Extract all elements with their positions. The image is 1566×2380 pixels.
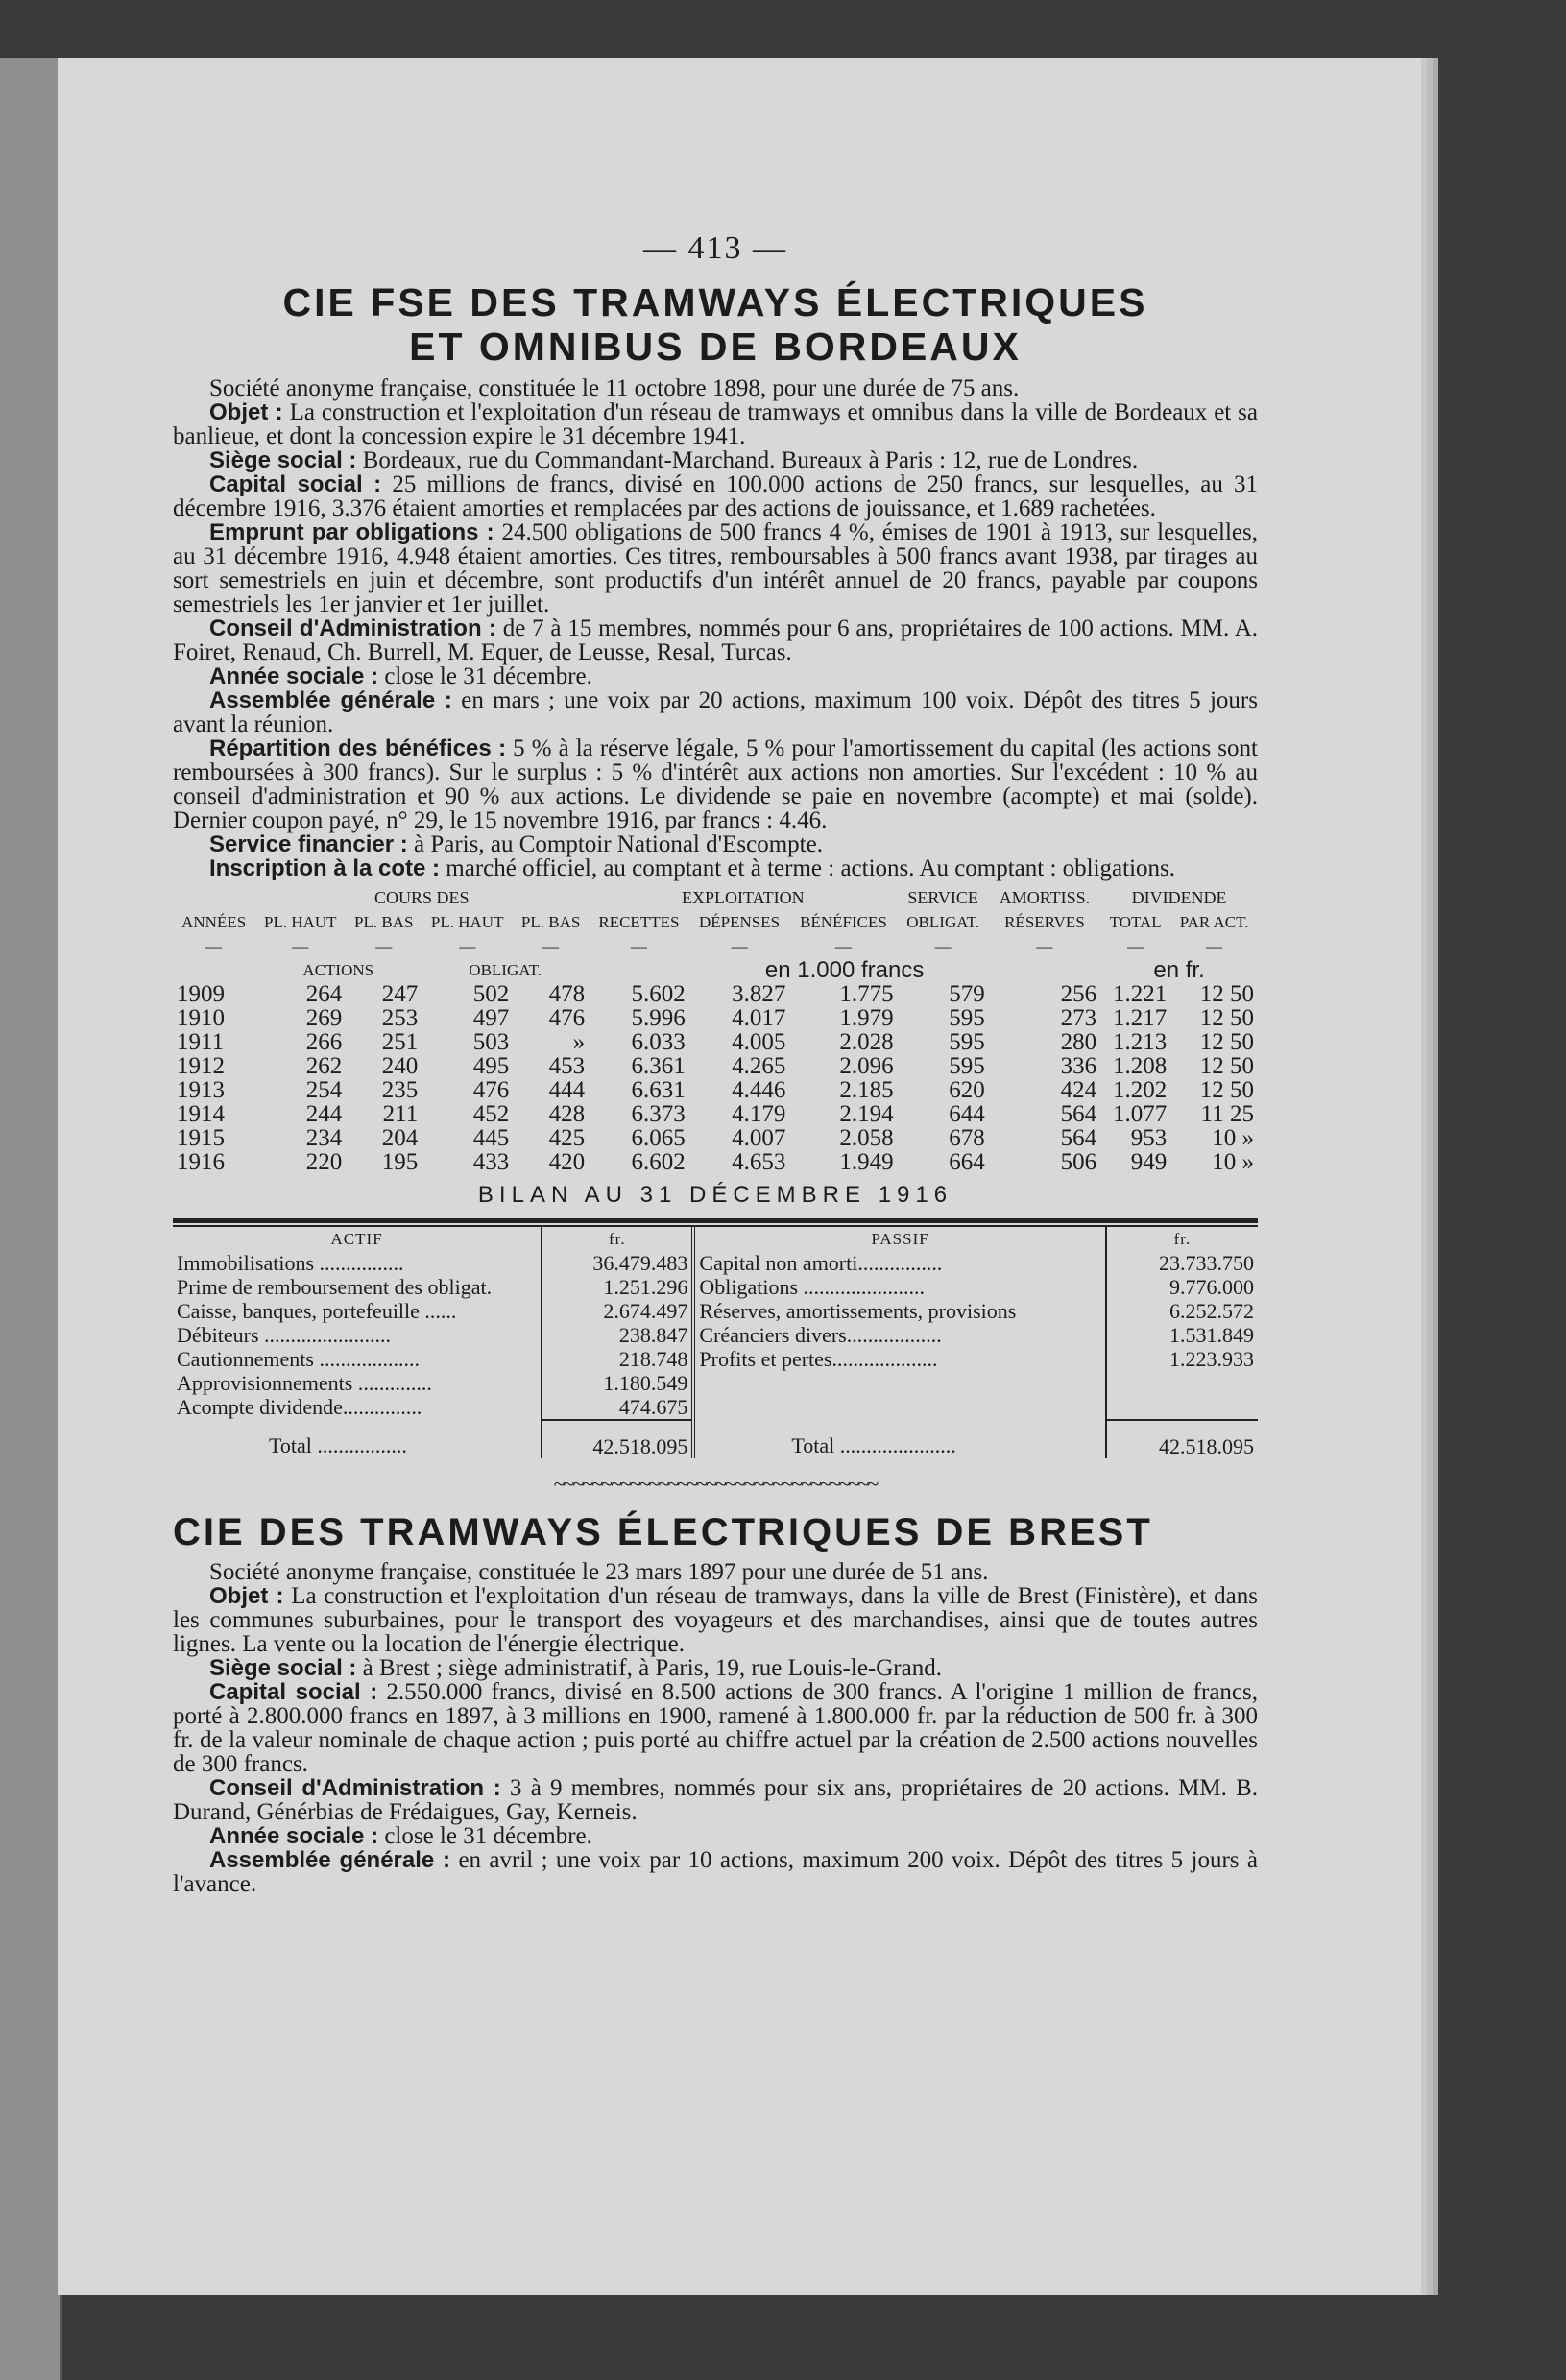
table-cell: 5.996 (631, 1005, 686, 1031)
actif-fr-header: fr. (542, 1227, 693, 1251)
operating-table-body (173, 982, 1258, 1174)
table-cell: 6.602 (631, 1149, 686, 1175)
table-cell: 1.077 (1112, 1101, 1168, 1127)
table-cell: 262 (305, 1053, 343, 1079)
capital-label: Capital social : (209, 471, 382, 497)
col-header: PL. HAUT (264, 913, 337, 931)
unit-fr: en fr. (1153, 957, 1205, 983)
table-cell: 251 (381, 1029, 419, 1055)
table-cell: 2.194 (839, 1101, 894, 1127)
table-cell: 235 (381, 1077, 419, 1103)
passif-item-amount: 1.531.849 (1106, 1323, 1258, 1347)
table-row (173, 1126, 1258, 1150)
annee-label: Année sociale : (209, 663, 379, 689)
company1-annee (173, 664, 1258, 688)
repartition-text: 5 % à la réserve légale, 5 % pour l'amortissement du capital (les actions sont remboursées à 300 francs). Sur le surplus : 5 % d'intérêt aux actions non amorties. Sur l'excédent : 10 % au conseil d'administration et 90 % aux actions. Le dividende se paie en novembre (acompte) et mai (solde). Dernier coupon payé, n° 29, le 15 novembre 1916, par francs : 4.46. (173, 735, 1258, 833)
table-cell: 269 (305, 1005, 343, 1031)
group-service: SERVICE (907, 888, 978, 907)
table-cell: 12 50 (1199, 1077, 1254, 1103)
company1-emprunt (173, 520, 1258, 616)
company1-conseil (173, 616, 1258, 664)
table-row (173, 982, 1258, 1006)
table-cell: 240 (381, 1053, 419, 1079)
company2-annee (173, 1824, 1258, 1848)
objet-label: Objet : (209, 399, 283, 425)
actif-item-amount: 238.847 (542, 1323, 693, 1347)
table-cell: 428 (548, 1101, 586, 1127)
passif-item-amount (1106, 1371, 1258, 1395)
company2-capital (173, 1680, 1258, 1776)
passif-item-amount (1106, 1395, 1258, 1420)
col-header: RÉSERVES (1004, 913, 1085, 931)
table-cell: 444 (548, 1077, 586, 1103)
section-divider: ~~~~~~~~~~~~~~~~~~~~~~~~~~~~~~~~~~ (553, 1472, 878, 1496)
company2-conseil (173, 1776, 1258, 1824)
bilan-header-row (173, 1227, 1258, 1251)
col-header: PL. BAS (520, 913, 581, 931)
table-cell: 10 » (1212, 1125, 1254, 1151)
table-cell: 266 (305, 1029, 343, 1055)
table-cell: 1.202 (1112, 1077, 1168, 1103)
actif-item-label: Immobilisations ................ (177, 1251, 404, 1275)
table-row (173, 1030, 1258, 1054)
group-dividende: DIVIDENDE (1131, 888, 1227, 907)
table-cell: 4.017 (732, 1005, 786, 1031)
table-cell: 6.373 (631, 1101, 686, 1127)
table-cell: 620 (949, 1077, 985, 1103)
table-cell: 502 (472, 981, 510, 1007)
passif-total-label: Total ...................... (693, 1420, 1105, 1458)
table-cell: 425 (548, 1125, 586, 1151)
table-cell: 420 (548, 1149, 586, 1175)
table-cell: 445 (472, 1125, 510, 1151)
table-cell: 1.775 (839, 981, 894, 1007)
group-exploitation: EXPLOITATION (682, 888, 805, 907)
col-header: PL. BAS (354, 913, 414, 931)
col-header: RECETTES (598, 913, 680, 931)
sub-actions: ACTIONS (302, 961, 374, 979)
capital-text: 25 millions de francs, divisé en 100.000 actions de 250 francs, sur lesquelles, au 31 décembre 1916, 3.376 étaient amorties et remplacées par des actions de jouissance, et 1.689 rachetées. (173, 471, 1259, 521)
adjacent-page-edge (0, 58, 62, 2380)
table-cell: 1.221 (1112, 981, 1168, 1007)
table-cell: 12 50 (1199, 1029, 1254, 1055)
table-row (173, 1006, 1258, 1030)
table-cell: 204 (381, 1125, 419, 1151)
actif-item-amount: 1.180.549 (542, 1371, 693, 1395)
bilan-total-row (173, 1420, 1258, 1458)
table-cell: 1909 (177, 981, 225, 1007)
actif-item-amount: 474.675 (542, 1395, 693, 1420)
company1-intro: Société anonyme française, constituée le 11 octobre 1898, pour une durée de 75 ans. (209, 375, 1020, 401)
company2-assemblee (173, 1848, 1258, 1896)
annee-text: close le 31 décembre. (384, 1823, 592, 1849)
table-cell: 1913 (177, 1077, 225, 1103)
table-cell: 595 (949, 1029, 985, 1055)
conseil-text: de 7 à 15 membres, nommés pour 6 ans, propriétaires de 100 actions. MM. A. Foiret, Renaud, Ch. Burrell, M. Equer, de Leusse, Resal, Turcas. (173, 615, 1258, 665)
operating-table (173, 886, 1258, 1174)
table-row (173, 1102, 1258, 1126)
table-cell: 10 » (1212, 1149, 1254, 1175)
table-cell: 211 (382, 1101, 419, 1127)
table-cell: 220 (305, 1149, 343, 1175)
siege-label: Siège social : (209, 1655, 357, 1681)
table-cell: 424 (1060, 1077, 1097, 1103)
group-cours: COURS DES (373, 888, 470, 907)
emprunt-label: Emprunt par obligations : (209, 519, 494, 545)
passif-item-amount: 6.252.572 (1106, 1299, 1258, 1323)
passif-item-label (693, 1371, 1105, 1395)
unit-row (173, 958, 1258, 982)
table-cell: 1910 (177, 1005, 225, 1031)
table-cell: 2.058 (839, 1125, 894, 1151)
actif-header: ACTIF (330, 1230, 383, 1248)
bilan-row (173, 1347, 1258, 1371)
table-cell: 2.028 (839, 1029, 894, 1055)
table-cell: 6.631 (631, 1077, 686, 1103)
table-cell: 1.208 (1112, 1053, 1168, 1079)
table-cell: 12 50 (1199, 981, 1254, 1007)
table-cell: 5.602 (631, 981, 686, 1007)
group-amortiss: AMORTISS. (999, 888, 1091, 907)
company1-siege (173, 448, 1258, 472)
table-cell: 953 (1130, 1125, 1168, 1151)
table-cell: 4.446 (732, 1077, 786, 1103)
passif-total: 42.518.095 (1106, 1420, 1258, 1458)
service-label: Service financier : (209, 831, 408, 857)
table-cell: 6.033 (631, 1029, 686, 1055)
repartition-label: Répartition des bénéfices : (209, 735, 507, 761)
col-header: BÉNÉFICES (800, 913, 887, 931)
siege-text: Bordeaux, rue du Commandant-Marchand. Bureaux à Paris : 12, rue de Londres. (362, 447, 1139, 473)
table-cell: 476 (548, 1005, 586, 1031)
passif-item-label: Obligations ....................... (693, 1275, 1105, 1299)
passif-item-label: Profits et pertes.................... (693, 1347, 1105, 1371)
col-header: ANNÉES (181, 913, 247, 931)
table-row (173, 1054, 1258, 1078)
col-header: OBLIGAT. (906, 913, 979, 931)
table-cell: 12 50 (1199, 1053, 1254, 1079)
objet-text: La construction et l'exploitation d'un réseau de tramways et omnibus dans la ville de Bordeaux et sa banlieue, et dont la concession expire le 31 décembre 1941. (173, 399, 1259, 449)
conseil-label: Conseil d'Administration : (209, 1775, 501, 1801)
assemblee-label: Assemblée générale : (209, 1847, 451, 1873)
bilan-title: BILAN AU 31 DÉCEMBRE 1916 (477, 1182, 953, 1208)
actif-item-label: Acompte dividende............... (177, 1395, 422, 1419)
col-header: TOTAL (1109, 913, 1162, 931)
table-cell: 2.096 (839, 1053, 894, 1079)
actif-item-amount: 218.748 (542, 1347, 693, 1371)
table-cell: 478 (548, 981, 586, 1007)
col-header: DÉPENSES (699, 913, 781, 931)
bilan-row (173, 1371, 1258, 1395)
table-cell: 497 (472, 1005, 510, 1031)
table-cell: 564 (1060, 1101, 1097, 1127)
table-cell: 1.217 (1112, 1005, 1168, 1031)
column-header-row (173, 910, 1258, 934)
table-cell: 949 (1130, 1149, 1168, 1175)
annee-label: Année sociale : (209, 1823, 379, 1849)
bilan-table (173, 1227, 1258, 1458)
company1-service (173, 832, 1258, 856)
service-text: à Paris, au Comptoir National d'Escompte. (414, 831, 823, 857)
table-cell: 1.949 (839, 1149, 894, 1175)
table-cell: 495 (472, 1053, 510, 1079)
col-header: PL. HAUT (430, 913, 504, 931)
passif-item-amount: 23.733.750 (1106, 1251, 1258, 1275)
table-cell: 6.065 (631, 1125, 686, 1151)
capital-label: Capital social : (209, 1679, 378, 1705)
table-cell: 476 (472, 1077, 510, 1103)
table-cell: 336 (1060, 1053, 1097, 1079)
table-cell: 4.653 (732, 1149, 786, 1175)
company1-title-line1: CIE FSE DES TRAMWAYS ÉLECTRIQUES (282, 280, 1148, 325)
table-cell: 4.007 (732, 1125, 786, 1151)
conseil-label: Conseil d'Administration : (209, 615, 496, 641)
company2-intro: Société anonyme française, constituée le 23 mars 1897 pour une durée de 51 ans. (209, 1559, 989, 1585)
table-cell: 234 (305, 1125, 343, 1151)
table-cell: 595 (949, 1005, 985, 1031)
bilan-row (173, 1395, 1258, 1420)
table-cell: 1914 (177, 1101, 225, 1127)
table-cell: 1911 (177, 1029, 225, 1055)
bilan-row (173, 1323, 1258, 1347)
table-cell: 12 50 (1199, 1005, 1254, 1031)
bilan-rule (173, 1218, 1258, 1227)
company1-assemblee (173, 688, 1258, 736)
table-cell: 195 (381, 1149, 419, 1175)
col-header: PAR ACT. (1179, 913, 1249, 931)
bilan-row (173, 1251, 1258, 1275)
annee-text: close le 31 décembre. (384, 663, 592, 689)
company1-inscription (173, 856, 1258, 880)
actif-item-amount: 1.251.296 (542, 1275, 693, 1299)
table-row (173, 1150, 1258, 1174)
table-cell: 503 (472, 1029, 510, 1055)
table-cell: 4.005 (732, 1029, 786, 1055)
table-cell: 453 (548, 1053, 586, 1079)
bilan-row (173, 1299, 1258, 1323)
table-cell: 2.185 (839, 1077, 894, 1103)
passif-item-label: Réserves, amortissements, provisions (693, 1299, 1105, 1323)
company2-siege (173, 1656, 1258, 1680)
bilan-body (173, 1251, 1258, 1420)
table-cell: 564 (1060, 1125, 1097, 1151)
actif-total-label: Total ................. (269, 1433, 407, 1457)
table-cell: 1916 (177, 1149, 225, 1175)
actif-item-label: Cautionnements ................... (177, 1347, 420, 1371)
table-cell: 253 (381, 1005, 419, 1031)
table-cell: 256 (1060, 981, 1097, 1007)
table-cell: 678 (949, 1125, 985, 1151)
table-cell: 4.265 (732, 1053, 786, 1079)
company2-title: CIE DES TRAMWAYS ÉLECTRIQUES DE BREST (173, 1511, 1153, 1553)
table-cell: 280 (1060, 1029, 1097, 1055)
actif-item-amount: 2.674.497 (542, 1299, 693, 1323)
assemblee-text: en mars ; une voix par 20 actions, maximum 100 voix. Dépôt des titres 5 jours avant la réunion. (173, 687, 1258, 737)
table-cell: 452 (472, 1101, 510, 1127)
emprunt-text: 24.500 obligations de 500 francs 4 %, émises de 1901 à 1913, sur lesquelles, au 31 décembre 1916, 4.948 étaient amorties. Ces titres, remboursables à 500 francs avant 1938, par tirages au sort semestriels en juin et décembre, sont productifs d'un intérêt annuel de 20 francs, payable par coupons semestriels les 1er janvier et 1er juillet. (173, 519, 1259, 617)
siege-text: à Brest ; siège administratif, à Paris, 19, rue Louis-le-Grand. (362, 1655, 942, 1681)
table-cell: 254 (305, 1077, 343, 1103)
table-cell: 4.179 (732, 1101, 786, 1127)
inscription-label: Inscription à la cote : (209, 855, 441, 881)
passif-item-label: Créanciers divers.................. (693, 1323, 1105, 1347)
table-cell: 1.213 (1112, 1029, 1168, 1055)
table-cell: 273 (1060, 1005, 1097, 1031)
company1-objet (173, 400, 1258, 448)
table-cell: 1915 (177, 1125, 225, 1151)
page-number: — 413 — (643, 230, 787, 266)
passif-item-amount: 1.223.933 (1106, 1347, 1258, 1371)
objet-text: La construction et l'exploitation d'un réseau de tramways, dans la ville de Brest (Finistère), et dans les communes suburbaines, pour le transport des voyageurs et des marchandises, ainsi que de toutes autres lignes. La vente ou la location de l'énergie électrique. (173, 1583, 1259, 1657)
company1-title-line2: ET OMNIBUS DE BORDEAUX (409, 325, 1022, 369)
group-header-row (173, 886, 1258, 910)
passif-item-label: Capital non amorti................ (693, 1251, 1105, 1275)
table-cell: 595 (949, 1053, 985, 1079)
inscription-text: marché officiel, au comptant et à terme : actions. Au comptant : obligations. (446, 855, 1176, 881)
table-cell: 247 (381, 981, 419, 1007)
actif-item-label: Prime de remboursement des obligat. (177, 1275, 493, 1299)
company1-capital (173, 472, 1258, 520)
table-cell: 664 (949, 1149, 985, 1175)
capital-text: 2.550.000 francs, divisé en 8.500 actions de 300 francs. A l'origine 1 million de francs, porté à 2.800.000 francs en 1897, à 3 millions en 1900, ramené à 1.800.000 fr. par la réduction de 500 fr. à 300 fr. de la valeur nominale de chaque action ; puis porté au chiffre actuel par la création de 2.500 actions nouvelles de 300 francs. (173, 1679, 1259, 1777)
table-cell: 11 25 (1200, 1101, 1254, 1127)
passif-fr-header: fr. (1106, 1227, 1258, 1251)
page-content (173, 230, 1258, 1896)
document-page (58, 58, 1421, 2295)
assemblee-label: Assemblée générale : (209, 687, 452, 713)
passif-header: PASSIF (693, 1227, 1105, 1251)
table-cell: 264 (305, 981, 343, 1007)
passif-item-amount: 9.776.000 (1106, 1275, 1258, 1299)
dash-row: — — — — — — — — — — — — (205, 937, 1223, 955)
table-cell: 3.827 (732, 981, 786, 1007)
actif-item-label: Débiteurs ........................ (177, 1323, 392, 1347)
actif-total: 42.518.095 (542, 1420, 693, 1458)
bilan-row (173, 1275, 1258, 1299)
passif-item-label (693, 1395, 1105, 1420)
table-cell: 433 (472, 1149, 510, 1175)
siege-label: Siège social : (209, 447, 357, 473)
table-cell: 579 (949, 981, 985, 1007)
table-cell: 506 (1060, 1149, 1097, 1175)
company1-repartition (173, 736, 1258, 832)
table-cell: 644 (949, 1101, 985, 1127)
objet-label: Objet : (209, 1583, 284, 1609)
conseil-text: 3 à 9 membres, nommés pour six ans, propriétaires de 20 actions. MM. B. Durand, Générbias de Frédaigues, Gay, Kerneis. (173, 1775, 1259, 1825)
table-cell: 6.361 (631, 1053, 686, 1079)
actif-item-label: Caisse, banques, portefeuille ...... (177, 1299, 457, 1323)
table-row (173, 1078, 1258, 1102)
table-cell: 1912 (177, 1053, 225, 1079)
table-cell: » (572, 1029, 586, 1055)
unit-francs: en 1.000 francs (764, 957, 925, 983)
table-cell: 244 (305, 1101, 343, 1127)
company2-objet (173, 1584, 1258, 1656)
assemblee-text: en avril ; une voix par 10 actions, maximum 200 voix. Dépôt des titres 5 jours à l'avance. (173, 1847, 1258, 1897)
table-cell: 1.979 (839, 1005, 894, 1031)
actif-item-amount: 36.479.483 (542, 1251, 693, 1275)
sub-obligat: OBLIGAT. (469, 961, 542, 979)
actif-item-label: Approvisionnements .............. (177, 1371, 432, 1395)
